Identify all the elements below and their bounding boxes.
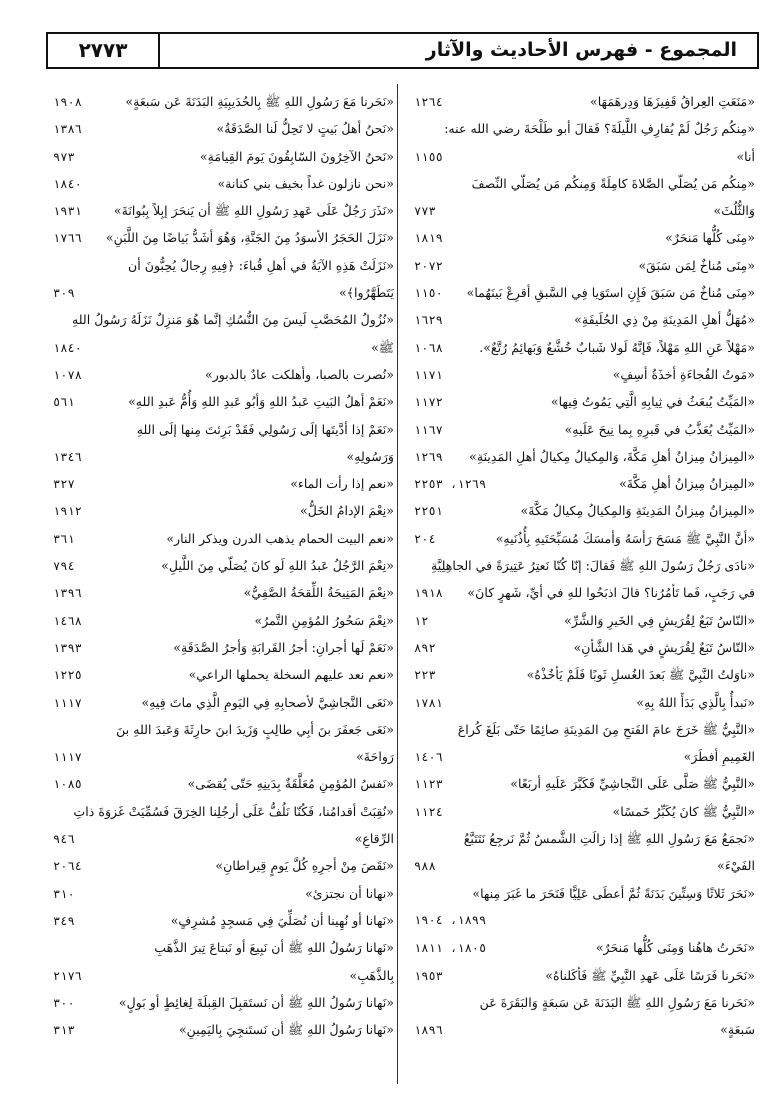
- reference-number: ٧٩٤: [53, 559, 75, 574]
- index-entry: [49, 306, 394, 361]
- entry-line: [410, 962, 755, 989]
- hadith-text: الغَمِيمِ أفطَرَ»: [683, 749, 755, 765]
- entry-line: [49, 716, 394, 743]
- reference-number: ١٢٢٥: [53, 668, 82, 683]
- hadith-text: «نَعَى النَّجاشِيَّ لأصحابِهِ فِي اليَومِ الَّذِي ماتَ فِيهِ»: [141, 694, 394, 710]
- index-column-left: [49, 88, 394, 1043]
- index-entry: [49, 852, 394, 879]
- hadith-text: «نعم البيت الحمام يذهب الدرن ويذكر النار»: [166, 530, 394, 546]
- index-entry: [410, 306, 755, 333]
- reference-number: ١٨٤٠: [53, 176, 82, 191]
- entry-line: [49, 907, 394, 934]
- hadith-text: «النَّبِيُّ ﷺ كانَ يُكَبِّرُ خَمسًا»: [612, 803, 755, 819]
- index-entry: [410, 934, 755, 961]
- index-entry: [410, 115, 755, 170]
- index-entry: [410, 525, 755, 552]
- hadith-text: الفَيْءَ»: [717, 858, 755, 874]
- entry-line: [49, 224, 394, 251]
- reference-number: ١٠٨٥: [53, 777, 82, 792]
- reference-number: ٧٧٣: [414, 204, 436, 219]
- hadith-text: «نادَى رَجُلٌ رَسُولَ اللهِ ﷺ فَقالَ: إنّا كُنّا نَعتِرُ عَتِيرَةً في الجاهِلِيَّةِ: [431, 558, 755, 574]
- index-entry: [49, 1016, 394, 1043]
- index-entry: [410, 497, 755, 524]
- index-entry: [49, 497, 394, 524]
- hadith-text: «نَذَرَ رَجُلٌ عَلَى عَهدِ رَسُولِ اللهِ ﷺ أن يَنحَرَ إبِلاً بِبُوانَةَ»: [113, 203, 394, 219]
- entry-line: [49, 252, 394, 279]
- hadith-text: بِالذَّهَبِ»: [349, 967, 394, 983]
- index-entry: [49, 661, 394, 688]
- hadith-text: سَبعَةٍ»: [720, 1022, 755, 1038]
- reference-number: ١٣٩٣: [53, 640, 82, 655]
- entry-line: [49, 798, 394, 825]
- reference-number: ١٤٠٦: [414, 750, 443, 765]
- index-entry: [49, 361, 394, 388]
- entry-line: [49, 661, 394, 688]
- entry-line: [410, 552, 755, 579]
- index-entry: [49, 552, 394, 579]
- index-entry: [49, 197, 394, 224]
- hadith-text: «نِعْمَ الرَّجُلُ عَبدُ اللهِ لَو كانَ يُصَلّي مِنَ اللَّيلِ»: [161, 558, 394, 574]
- hadith-text: الرِّقاعِ»: [354, 831, 394, 847]
- entry-line: [49, 306, 394, 333]
- hadith-text: وَرَسُولِهِ»: [346, 448, 394, 464]
- index-entry: [49, 798, 394, 853]
- entry-line: [410, 115, 755, 142]
- entry-line: [49, 825, 394, 852]
- index-entry: [49, 388, 394, 415]
- index-entry: [410, 252, 755, 279]
- hadith-text: رَواحَةَ»: [356, 749, 394, 765]
- reference-number: ٩٤٦: [53, 832, 75, 847]
- index-entry: [49, 416, 394, 471]
- entry-line: [410, 224, 755, 251]
- hadith-text: «نَحنُ أهلُ بَيتٍ لا تَحِلُّ لَنا الصَّدَقَةُ»: [216, 121, 394, 137]
- hadith-text: «نَحَرنا فَرَسًا عَلَى عَهدِ النَّبِيِّ ﷺ فَأكَلناهُ»: [545, 967, 755, 983]
- hadith-text: «المَيِّتُ يُعَذَّبُ في قَبرِهِ بِما نِيحَ عَلَيهِ»: [564, 421, 755, 437]
- hadith-text: «نَحَرنا مَعَ رَسُولِ اللهِ ﷺ البَدَنَةَ عَن سَبعَةٍ وَالبَقَرَةَ عَن: [479, 994, 755, 1010]
- reference-number: ١٩١٨: [414, 586, 443, 601]
- entry-line: [410, 252, 755, 279]
- entry-line: [410, 934, 755, 961]
- reference-number: ٢٠٦٤: [53, 859, 82, 874]
- reference-number: ١٩٠٨: [53, 95, 82, 109]
- entry-line: [49, 361, 394, 388]
- entry-line: [49, 88, 394, 115]
- reference-number: ١٠٦٨: [414, 340, 443, 355]
- entry-line: [410, 497, 755, 524]
- hadith-text: «نَبدأُ بِالَّذِي بَدَأَ اللهُ بِهِ»: [636, 694, 755, 710]
- reference-number: ١١٥٥: [414, 149, 443, 164]
- entry-line: [49, 279, 394, 306]
- index-entry: [49, 470, 394, 497]
- hadith-text: «أنَّ النَّبِيَّ ﷺ مَسَحَ رَأسَهُ وَأمسَكَ مُسَبِّحَتَيهِ بِأُذُنَيهِ»: [495, 530, 755, 546]
- index-entry: [49, 907, 394, 934]
- reference-number: ١٤٦٨: [53, 613, 82, 628]
- index-entry: [410, 88, 755, 115]
- reference-number: ٣٢٧: [53, 477, 75, 492]
- entry-line: [410, 143, 755, 170]
- hadith-text: «مِنَى كُلُّها مَنحَرٌ»: [665, 230, 755, 246]
- entry-line: [410, 661, 755, 688]
- index-entry: [410, 361, 755, 388]
- index-entry: [49, 634, 394, 661]
- index-entry: [410, 661, 755, 688]
- reference-number: ١٢٦٩: [414, 449, 443, 464]
- hadith-text: «النَّبِيُّ ﷺ خَرَجَ عامَ الفَتحِ مِنَ المَدِينَةِ صائِمًا حَتّى بَلَغَ كُراعَ: [457, 721, 755, 737]
- entry-line: [49, 470, 394, 497]
- entry-line: [49, 143, 394, 170]
- entry-line: [49, 770, 394, 797]
- index-entry: [410, 607, 755, 634]
- entry-line: [49, 197, 394, 224]
- reference-number: ١١٢٤: [414, 804, 443, 819]
- entry-line: [410, 306, 755, 333]
- entry-line: [410, 170, 755, 197]
- hadith-text: «المِيزانُ مِيزانُ أهلِ مَكَّةَ»: [619, 476, 755, 492]
- reference-number: ٢٠٧٢: [414, 258, 443, 273]
- entry-line: [49, 579, 394, 606]
- index-entry: [410, 279, 755, 306]
- hadith-text: «نَزَلَتْ هَذِهِ الآيَةُ في أهلِ قُباءَ: ﴿فِيهِ رِجالٌ يُحِبُّونَ أن: [128, 257, 394, 273]
- hadith-text: «نَعَمْ إذا أدَّيتَها إلَى رَسُولِي فَقَدْ بَرِئتَ مِنها إلَى اللهِ: [136, 421, 394, 437]
- entry-line: [49, 852, 394, 879]
- entry-line: [49, 388, 394, 415]
- reference-number: ٥٦١: [53, 395, 75, 410]
- entry-line: [49, 525, 394, 552]
- reference-number: ١٨٩٩، ١٩٠٤: [414, 912, 487, 927]
- entry-line: [49, 880, 394, 907]
- reference-number: ١١١٧: [53, 750, 82, 765]
- hadith-text: «نَعَمْ أهلُ البَيتِ عَبدُ اللهِ وَأبُو عَبدِ اللهِ وَأُمُّ عَبدِ اللهِ»: [128, 394, 394, 410]
- reference-number: ٣٠٠: [53, 995, 75, 1010]
- reference-number: ٩٧٣: [53, 149, 75, 164]
- entry-line: [410, 689, 755, 716]
- index-entry: [49, 525, 394, 552]
- reference-number: ١٧٨١: [414, 695, 443, 710]
- reference-number: ١١٦٧: [414, 422, 443, 437]
- reference-number: ١٠٧٨: [53, 367, 82, 382]
- page-title: المجموع - فهرس الأحاديث والآثار: [425, 39, 737, 61]
- hadith-text: «نَفسُ المُؤمِنِ مُعَلَّقَةٌ بِدَينِهِ حَتّى يُقضَى»: [187, 776, 394, 792]
- hadith-text: «مَنَعَتِ العِراقُ قَفِيزَهَا وَدِرهَمَهَا»: [590, 94, 755, 109]
- reference-number: ٢٠٤: [414, 531, 436, 546]
- hadith-text: «مِنَى مُناخٌ مَن سَبَقَ فَإِنِ استَوَيا فِي السَّبقِ أقرِعْ بَينَهُما»: [466, 285, 755, 301]
- hadith-text: «مِنكُم رَجُلٌ لَمْ يُقارِفِ اللَّيلَةَ؟ فَقالَ أبو طَلْحَةَ رضي الله عنه:: [444, 121, 755, 137]
- entry-line: [410, 197, 755, 224]
- reference-number: ١٩٣١: [53, 204, 82, 219]
- hadith-text: وَالثُّلُثَ»: [713, 203, 755, 219]
- reference-number: ١٣٨٦: [53, 122, 82, 137]
- entry-line: [410, 852, 755, 879]
- reference-number: ١١٧١: [414, 367, 443, 382]
- index-entry: [49, 252, 394, 307]
- hadith-text: «نَحنُ الآخِرُونَ السّابِقُونَ يَومَ القِيامَةِ»: [199, 148, 394, 164]
- entry-line: [410, 1016, 755, 1043]
- entry-line: [410, 907, 755, 934]
- index-entry: [49, 716, 394, 771]
- hadith-text: «نِعْمَ المَنِيحَةُ اللِّقحَةُ الصَّفِيُّ»: [243, 585, 394, 601]
- entry-line: [410, 989, 755, 1016]
- column-divider: [397, 84, 398, 1084]
- reference-number: ١١٧٢: [414, 395, 443, 410]
- index-entry: [410, 443, 755, 470]
- hadith-text: «مَوتُ الفُجاءَةِ أخذَةُ أسِفٍ»: [612, 366, 755, 382]
- index-entry: [410, 798, 755, 825]
- index-entry: [49, 579, 394, 606]
- reference-number: ١٨٠٥، ١٨١١: [414, 941, 487, 956]
- index-entry: [49, 115, 394, 142]
- reference-number: ٣٠٩: [53, 286, 75, 301]
- entry-line: [49, 334, 394, 361]
- hadith-text: «النَّبِيُّ ﷺ صَلَّى عَلَى النَّجاشِيِّ فَكَبَّرَ عَلَيهِ أربَعًا»: [510, 776, 755, 792]
- reference-number: ٣٤٩: [53, 913, 75, 928]
- reference-number: ١٨٩٦: [414, 1023, 443, 1038]
- reference-number: ١٢: [414, 613, 429, 628]
- index-entry: [410, 770, 755, 797]
- hadith-text: «مَهْلاً عَنِ اللهِ مَهْلاً، فَإنَّهُ لَولا شَبابٌ خُشَّعٌ وَبَهائِمُ رُتَّعٌ».: [479, 339, 755, 355]
- reference-number: ١٩٥٣: [414, 968, 443, 983]
- reference-number: ١٩١٢: [53, 504, 82, 519]
- hadith-text: «نُصرت بالصبا، وأهلكت عادٌ بالدبور»: [204, 366, 394, 382]
- reference-number: ١٨٤٠: [53, 340, 82, 355]
- index-entry: [49, 170, 394, 197]
- entry-line: [410, 825, 755, 852]
- index-entry: [410, 224, 755, 251]
- index-entry: [410, 689, 755, 716]
- hadith-text: «النّاسُ تَبَعٌ لِقُرَيشٍ في هَذا الشَّأنِ»: [573, 639, 755, 655]
- index-entry: [410, 552, 755, 607]
- index-entry: [49, 143, 394, 170]
- reference-number: ١٣٤٦: [53, 449, 82, 464]
- hadith-text: «نهانا أن نجتزئ»: [305, 885, 394, 901]
- reference-number: ١١١٧: [53, 695, 82, 710]
- entry-line: [49, 989, 394, 1016]
- index-entry: [410, 634, 755, 661]
- hadith-text: «نَهانا رَسُولُ اللهِ ﷺ أن نَستَنجِيَ بِاليَمِينِ»: [178, 1022, 394, 1038]
- hadith-text: أنا»: [736, 148, 755, 164]
- hadith-text: «نعم إذا رأت الماء»: [290, 476, 394, 492]
- reference-number: ١١٥٠: [414, 286, 443, 301]
- entry-line: [410, 443, 755, 470]
- entry-line: [49, 962, 394, 989]
- reference-number: ١٢٦٩، ٢٢٥٣: [414, 477, 487, 492]
- index-entry: [410, 880, 755, 935]
- reference-number: ١٢٦٤: [414, 95, 443, 109]
- entry-line: [410, 525, 755, 552]
- entry-line: [410, 770, 755, 797]
- hadith-text: «نَجمَعُ مَعَ رَسُولِ اللهِ ﷺ إذا زالَتِ الشَّمسُ ثُمَّ نَرجِعُ نَتَتَبَّعُ: [463, 831, 755, 847]
- index-entry: [410, 962, 755, 989]
- index-entry: [410, 170, 755, 225]
- hadith-text: «ناوَلتُ النَّبِيَّ ﷺ بَعدَ الغُسلِ ثَوبًا فَلَمْ يَأخُذْهُ»: [526, 667, 755, 683]
- index-entry: [410, 416, 755, 443]
- hadith-text: «نِعْمَ الإدامُ الخَلُّ»: [300, 503, 394, 519]
- hadith-text: «نِعْمَ سَحُورُ المُؤمِنِ التَّمرُ»: [254, 612, 394, 628]
- hadith-text: «نحن نازلون غداً بخيف بني كنانة»: [217, 175, 394, 191]
- entry-line: [49, 115, 394, 142]
- reference-number: ٩٨٨: [414, 859, 436, 874]
- index-entry: [49, 607, 394, 634]
- hadith-text: «نَهانا أو نُهِينا أن نُصَلِّيَ فِي مَسجِدٍ مُشرِفٍ»: [170, 912, 394, 928]
- hadith-text: «نَحَرنا مَعَ رَسُولِ اللهِ ﷺ بِالحُدَيبِيَةِ البَدَنَةَ عَن سَبعَةٍ»: [125, 94, 394, 109]
- index-entry: [49, 689, 394, 716]
- hadith-text: «نُقِبَتْ أقدامُنا، فَكُنّا نَلُفُّ عَلَى أرجُلِنا الخِرَقَ فَسُمِّيَتْ غَزوَةَ ذاتِ: [73, 803, 394, 819]
- entry-line: [410, 579, 755, 606]
- entry-line: [410, 880, 755, 907]
- hadith-text: «نَهانا رَسُولُ اللهِ ﷺ أن نَستَقبِلَ القِبلَةَ لِغائِطٍ أو بَولٍ»: [118, 994, 394, 1010]
- reference-number: ٢٢٣: [414, 668, 436, 683]
- entry-line: [410, 607, 755, 634]
- hadith-text: في رَجَبٍ، فَما تَأمُرُنا؟ قالَ اذبَحُوا للهِ في أيِّ، شَهرٍ كانَ»: [467, 585, 755, 601]
- index-entry: [49, 88, 394, 115]
- hadith-text: «نَحَرَ ثَلاثًا وَسِتِّينَ بَدَنَةً ثُمَّ أعطَى عَلِيًّا فَنَحَرَ ما غَبَرَ مِنها»: [472, 885, 755, 901]
- entry-line: [49, 1016, 394, 1043]
- hadith-text: «نُزُولُ المُحَصَّبِ لَيسَ مِنَ النُّسُكِ إنَّما هُوَ مَنزِلٌ نَزَلَهُ رَسُولُ اللهِ: [72, 312, 394, 328]
- entry-line: [410, 334, 755, 361]
- entry-line: [410, 388, 755, 415]
- entry-line: [49, 170, 394, 197]
- reference-number: ٨٩٢: [414, 640, 436, 655]
- hadith-text: «المِيزانُ مِيزانُ أهلِ مَكَّةَ، وَالمِكيالُ مِكيالُ أهلِ المَدِينَةِ»: [469, 448, 755, 464]
- entry-line: [410, 279, 755, 306]
- reference-number: ١٨١٩: [414, 231, 443, 246]
- entry-line: [410, 88, 755, 115]
- index-entry: [49, 880, 394, 907]
- reference-number: ٢١٧٦: [53, 968, 82, 983]
- hadith-text: «مُهَلُّ أهلِ المَدِينَةِ مِنْ ذِي الحُلَيفَةِ»: [574, 312, 755, 328]
- entry-line: [49, 552, 394, 579]
- reference-number: ١٣٩٦: [53, 586, 82, 601]
- entry-line: [410, 716, 755, 743]
- entry-line: [410, 798, 755, 825]
- hadith-text: «مِنكُم مَن يُصَلّي الصَّلاةَ كامِلَةً وَمِنكُم مَن يُصَلّي النِّصفَ: [471, 175, 755, 191]
- hadith-text: «مِنَى مُناخٌ لِمَن سَبَقَ»: [638, 257, 755, 273]
- entry-line: [49, 497, 394, 524]
- entry-line: [49, 689, 394, 716]
- index-column-right: [410, 88, 755, 1043]
- index-entry: [410, 989, 755, 1044]
- index-entry: [410, 470, 755, 497]
- entry-line: [49, 743, 394, 770]
- entry-line: [49, 934, 394, 961]
- reference-number: ٣١٠: [53, 886, 75, 901]
- hadith-text: «المِيزانُ مِيزانُ المَدِينَةِ وَالمِكيالُ مِكيالُ مَكَّةَ»: [520, 503, 755, 519]
- index-entry: [49, 934, 394, 989]
- hadith-text: «نَحَرتُ هاهُنا وَمِنَى كُلُّها مَنحَرٌ»: [595, 940, 755, 956]
- reference-number: ٣١٣: [53, 1023, 75, 1038]
- hadith-text: يَتَطَهَّرُوا﴾»: [338, 285, 394, 301]
- reference-number: ١٧٦٦: [53, 231, 82, 246]
- index-entry: [49, 989, 394, 1016]
- hadith-text: «نَزَلَ الحَجَرُ الأسوَدُ مِنَ الجَنَّةِ، وَهُوَ أشَدُّ بَياضًا مِنَ اللَّبَنِ»: [105, 230, 394, 246]
- index-entry: [49, 224, 394, 251]
- entry-line: [410, 634, 755, 661]
- reference-number: ١٦٢٩: [414, 313, 443, 328]
- entry-line: [410, 743, 755, 770]
- page-header: [46, 32, 759, 69]
- index-entry: [49, 770, 394, 797]
- reference-number: ٣٦١: [53, 531, 75, 546]
- hadith-text: «نعم نعد عليهم السخلة يحملها الراعي»: [188, 667, 394, 683]
- index-entry: [410, 716, 755, 771]
- entry-line: [49, 607, 394, 634]
- entry-line: [410, 416, 755, 443]
- reference-number: ٢٢٥١: [414, 504, 443, 519]
- hadith-text: ﷺ»: [371, 339, 394, 355]
- hadith-text: «نَعَى جَعفَرَ بنَ أبِي طالِبٍ وَزَيدَ ابنَ حارِثَةَ وَعَبدَ اللهِ بنَ: [116, 721, 394, 737]
- entry-line: [49, 634, 394, 661]
- index-entry: [410, 388, 755, 415]
- entry-line: [410, 361, 755, 388]
- hadith-text: «النّاسُ تَبَعٌ لِقُرَيشٍ فِي الخَيرِ وَالشَّرِّ»: [564, 612, 755, 628]
- entry-line: [410, 470, 755, 497]
- hadith-text: «نَقَصَ مِنْ أجرِهِ كُلَّ يَومٍ قِيراطانِ»: [215, 858, 394, 874]
- hadith-text: «المَيِّتُ يُبعَثُ في ثِيابِهِ الَّتِي يَمُوتُ فِيها»: [550, 394, 755, 410]
- hadith-text: «نَعَمْ لَها أجرانِ: أجرُ القَرابَةِ وَأجرُ الصَّدَقَةِ»: [173, 639, 394, 655]
- index-entry: [410, 825, 755, 880]
- page-number: ٢٧٧٣: [48, 34, 160, 67]
- entry-line: [49, 416, 394, 443]
- entry-line: [49, 443, 394, 470]
- index-entry: [410, 334, 755, 361]
- hadith-text: «نَهانا رَسُولُ اللهِ ﷺ أن نَبِيعَ أو نَبتاعَ تِبرَ الذَّهَبِ: [154, 940, 394, 956]
- reference-number: ١١٢٣: [414, 777, 443, 792]
